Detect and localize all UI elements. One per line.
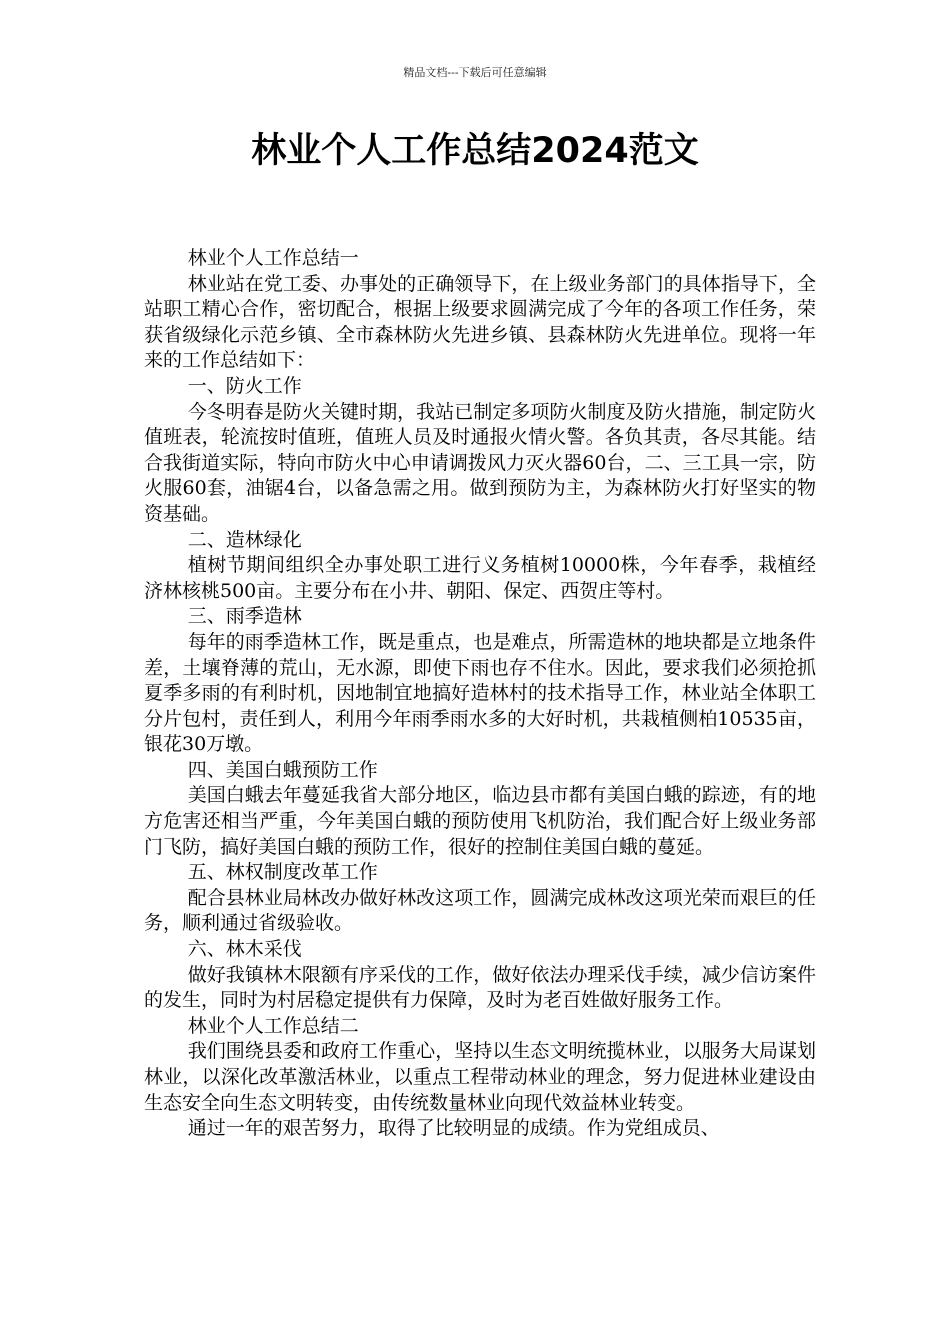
section-heading-logging: 六、林木采伐 [187,938,302,961]
paragraph-forest-rights: 配合县林业局林改办做好林改这项工作，圆满完成林改这项光荣而艰巨的任务，顺利通过省级验收。 [144,886,816,935]
document-body [144,246,816,1142]
paragraph-rainy-season: 每年的雨季造林工作，既是重点，也是难点，所需造林的地块都是立地条件差，土壤脊薄的荒山，无水源，即使下雨也存不住水。因此，要求我们必须抢抓夏季多雨的有利时机，因地制宜地搞好造林村的技术指导工作，林业站全体职工分片包村，责任到人，利用今年雨季雨水多的大好时机，共栽植侧柏10535亩，银花30万墩。 [144,630,816,756]
section-heading-white-moth: 四、美国白蛾预防工作 [187,758,378,781]
page-header: 精品文档---下载后可任意编辑 [403,66,547,79]
section-heading-summary-two: 林业个人工作总结二 [187,1014,359,1037]
section-heading-afforestation: 二、造林绿化 [187,528,302,551]
section-heading-forest-rights: 五、林权制度改革工作 [187,861,378,884]
paragraph-intro: 林业站在党工委、办事处的正确领导下，在上级业务部门的具体指导下，全站职工精心合作，密切配合，根据上级要求圆满完成了今年的各项工作任务，荣获省级绿化示范乡镇、全市森林防火先进乡镇、县森林防火先进单位。现将一年来的工作总结如下： [144,272,816,372]
paragraph-fire-prevention: 今冬明春是防火关键时期，我站已制定多项防火制度及防火措施，制定防火值班表，轮流按时值班，值班人员及时通报火情火警。各负其责，各尽其能。结合我街道实际，特向市防火中心申请调拨风力灭火器60台，二、三工具一宗，防火服60套，油锯4台，以备急需之用。做到预防为主，为森林防火打好坚实的物资基础。 [144,400,816,525]
section-heading-rainy-season: 三、雨季造林 [187,605,302,628]
paragraph-logging: 做好我镇林木限额有序采伐的工作，做好依法办理采伐手续，减少信访案件的发生，同时为村居稳定提供有力保障，及时为老百姓做好服务工作。 [144,963,816,1012]
paragraph-afforestation: 植树节期间组织全办事处职工进行义务植树10000株，今年春季，栽植经济林核桃500亩。主要分布在小井、朝阳、保定、西贺庄等村。 [144,554,816,602]
paragraph-white-moth: 美国白蛾去年蔓延我省大部分地区，临边县市都有美国白蛾的踪迹，有的地方危害还相当严重，今年美国白蛾的预防使用飞机防治，我们配合好上级业务部门飞防，搞好美国白蛾的预防工作，很好的控制住美国白蛾的蔓延。 [144,784,816,858]
paragraph-summary-two-intro: 我们围绕县委和政府工作重心，坚持以生态文明统揽林业，以服务大局谋划林业，以深化改革激活林业，以重点工程带动林业的理念，努力促进林业建设由生态安全向生态文明转变，由传统数量林业向现代效益林业转变。 [144,1040,816,1114]
document-title: 林业个人工作总结2024范文 [251,131,699,171]
section-heading-fire-prevention: 一、防火工作 [187,374,302,397]
paragraph-summary-two-results: 通过一年的艰苦努力，取得了比较明显的成绩。作为党组成员、 [187,1117,720,1140]
section-heading-summary-one: 林业个人工作总结一 [187,247,359,269]
